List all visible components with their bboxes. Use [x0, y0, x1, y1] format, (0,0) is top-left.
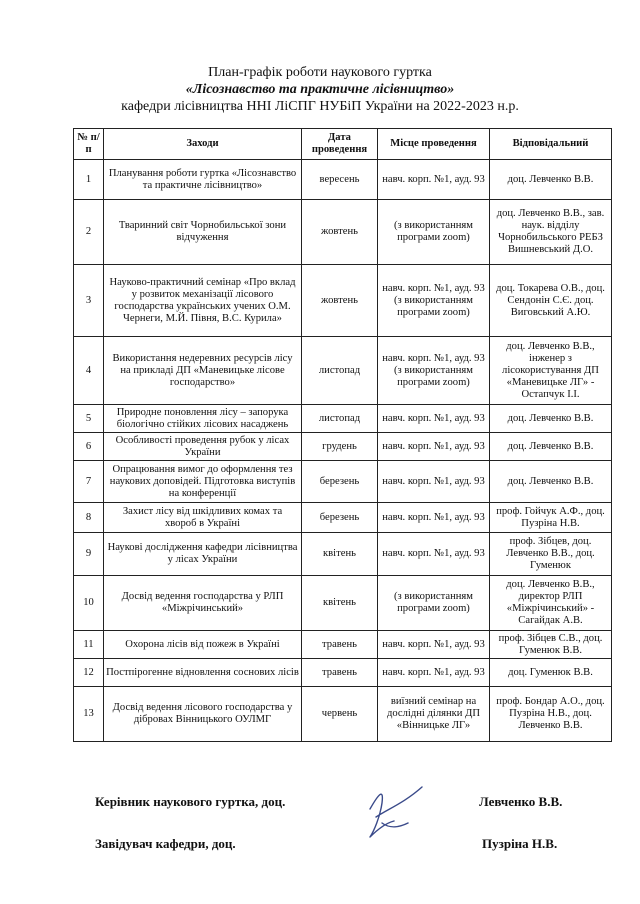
table-row: [74, 659, 612, 687]
cell-responsible: доц. Левченко В.В., інженер з лісокористування ДП «Маневицьке ЛГ» - Остапчук І.І.: [490, 337, 612, 405]
cell-responsible: проф. Гойчук А.Ф., доц. Пузріна Н.В.: [490, 503, 612, 533]
cell-event: Наукові дослідження кафедри лісівництва у лісах України: [104, 533, 302, 576]
circle-head-title: Керівник наукового гуртка, доц.: [95, 794, 286, 809]
table-row: [74, 200, 612, 265]
cell-responsible: доц. Гуменюк В.В.: [490, 659, 612, 687]
table-row: [74, 631, 612, 659]
cell-date: грудень: [302, 433, 378, 461]
handwritten-signature-icon: [360, 773, 432, 845]
cell-number: 9: [74, 533, 104, 576]
cell-event: Постпірогенне відновлення соснових лісів: [104, 659, 302, 687]
cell-event: Опрацювання вимог до оформлення тез наукових доповідей. Підготовка виступів на конференції: [104, 461, 302, 503]
cell-place: навч. корп. №1, ауд. 93: [378, 433, 490, 461]
cell-date: червень: [302, 687, 378, 742]
cell-event: Особливості проведення рубок у лісах України: [104, 433, 302, 461]
cell-responsible: доц. Левченко В.В.: [490, 433, 612, 461]
cell-number: 11: [74, 631, 104, 659]
table-row: [74, 433, 612, 461]
cell-place: навч. корп. №1, ауд. 93: [378, 631, 490, 659]
cell-place: навч. корп. №1, ауд. 93: [378, 160, 490, 200]
cell-place: виїзний семінар на дослідні ділянки ДП «Вінницьке ЛГ»: [378, 687, 490, 742]
document-header: [0, 64, 640, 115]
cell-date: квітень: [302, 576, 378, 631]
col-header-events: Заходи: [104, 129, 302, 160]
cell-event: Тваринний світ Чорнобильської зони відчуження: [104, 200, 302, 265]
cell-number: 12: [74, 659, 104, 687]
col-header-place: Місце проведення: [378, 129, 490, 160]
cell-event: Досвід ведення господарства у РЛП «Міжрічинський»: [104, 576, 302, 631]
cell-event: Захист лісу від шкідливих комах та хвороб в Україні: [104, 503, 302, 533]
cell-responsible: доц. Токарева О.В., доц. Сендонін С.Є. доц. Виговський А.Ю.: [490, 265, 612, 337]
col-header-number: № п/п: [74, 129, 104, 160]
cell-place: навч. корп. №1, ауд. 93 (з використанням програми zoom): [378, 337, 490, 405]
cell-event: Охорона лісів від пожеж в Україні: [104, 631, 302, 659]
cell-responsible: проф. Зібцев С.В., доц. Гуменюк В.В.: [490, 631, 612, 659]
plan-title: План-графік роботи наукового гуртка: [208, 65, 432, 80]
cell-responsible: доц. Левченко В.В., зав. наук. відділу Чорнобильського РЕБЗ Вишневський Д.О.: [490, 200, 612, 265]
table-row: [74, 337, 612, 405]
cell-number: 8: [74, 503, 104, 533]
cell-responsible: доц. Левченко В.В.: [490, 405, 612, 433]
col-header-date: Дата проведення: [302, 129, 378, 160]
cell-number: 13: [74, 687, 104, 742]
cell-responsible: проф. Зібцев, доц. Левченко В.В., доц. Гуменюк: [490, 533, 612, 576]
cell-place: навч. корп. №1, ауд. 93: [378, 503, 490, 533]
table-row: [74, 576, 612, 631]
cell-event: Природне поновлення лісу – запорука біологічно стійких лісових насаджень: [104, 405, 302, 433]
cell-number: 4: [74, 337, 104, 405]
cell-place: навч. корп. №1, ауд. 93: [378, 659, 490, 687]
schedule-table: [73, 128, 612, 742]
cell-date: жовтень: [302, 265, 378, 337]
cell-date: жовтень: [302, 200, 378, 265]
circle-head-name: Левченко В.В.: [479, 794, 563, 809]
cell-place: (з використанням програми zoom): [378, 200, 490, 265]
cell-event: Досвід ведення лісового господарства у дібровах Вінницького ОУЛМГ: [104, 687, 302, 742]
cell-place: навч. корп. №1, ауд. 93 (з використанням програми zoom): [378, 265, 490, 337]
cell-event: Планування роботи гуртка «Лісознавство та практичне лісівництво»: [104, 160, 302, 200]
cell-responsible: доц. Левченко В.В.: [490, 160, 612, 200]
table-row: [74, 461, 612, 503]
cell-number: 6: [74, 433, 104, 461]
department-chair-name: Пузріна Н.В.: [482, 836, 558, 851]
circle-name: «Лісознавство та практичне лісівництво»: [185, 82, 455, 97]
cell-date: вересень: [302, 160, 378, 200]
cell-place: навч. корп. №1, ауд. 93: [378, 533, 490, 576]
cell-number: 7: [74, 461, 104, 503]
cell-event: Використання недеревних ресурсів лісу на прикладі ДП «Маневицьке лісове господарство»: [104, 337, 302, 405]
cell-number: 1: [74, 160, 104, 200]
department-line: кафедри лісівництва ННІ ЛіСПГ НУБіП України на 2022-2023 н.р.: [121, 99, 519, 114]
cell-date: листопад: [302, 405, 378, 433]
cell-responsible: доц. Левченко В.В., директор РЛП «Міжрічинський» - Сагайдак А.В.: [490, 576, 612, 631]
table-row: [74, 533, 612, 576]
table-header-row: [74, 129, 612, 160]
cell-place: навч. корп. №1, ауд. 93: [378, 405, 490, 433]
cell-responsible: проф. Бондар А.О., доц. Пузріна Н.В., доц. Левченко В.В.: [490, 687, 612, 742]
cell-date: листопад: [302, 337, 378, 405]
cell-responsible: доц. Левченко В.В.: [490, 461, 612, 503]
department-chair-title: Завідувач кафедри, доц.: [95, 836, 236, 851]
table-row: [74, 405, 612, 433]
cell-date: березень: [302, 503, 378, 533]
cell-event: Науково-практичний семінар «Про вклад у розвиток механізації лісового господарства українських учених О.М. Чернеги, М.Й. Півня, В.С. Курила»: [104, 265, 302, 337]
cell-number: 3: [74, 265, 104, 337]
cell-number: 5: [74, 405, 104, 433]
table-row: [74, 265, 612, 337]
cell-date: квітень: [302, 533, 378, 576]
cell-place: (з використанням програми zoom): [378, 576, 490, 631]
cell-date: березень: [302, 461, 378, 503]
cell-number: 10: [74, 576, 104, 631]
cell-date: травень: [302, 659, 378, 687]
table-row: [74, 160, 612, 200]
col-header-responsible: Відповідальний: [490, 129, 612, 160]
table-row: [74, 503, 612, 533]
cell-place: навч. корп. №1, ауд. 93: [378, 461, 490, 503]
table-row: [74, 687, 612, 742]
cell-number: 2: [74, 200, 104, 265]
cell-date: травень: [302, 631, 378, 659]
